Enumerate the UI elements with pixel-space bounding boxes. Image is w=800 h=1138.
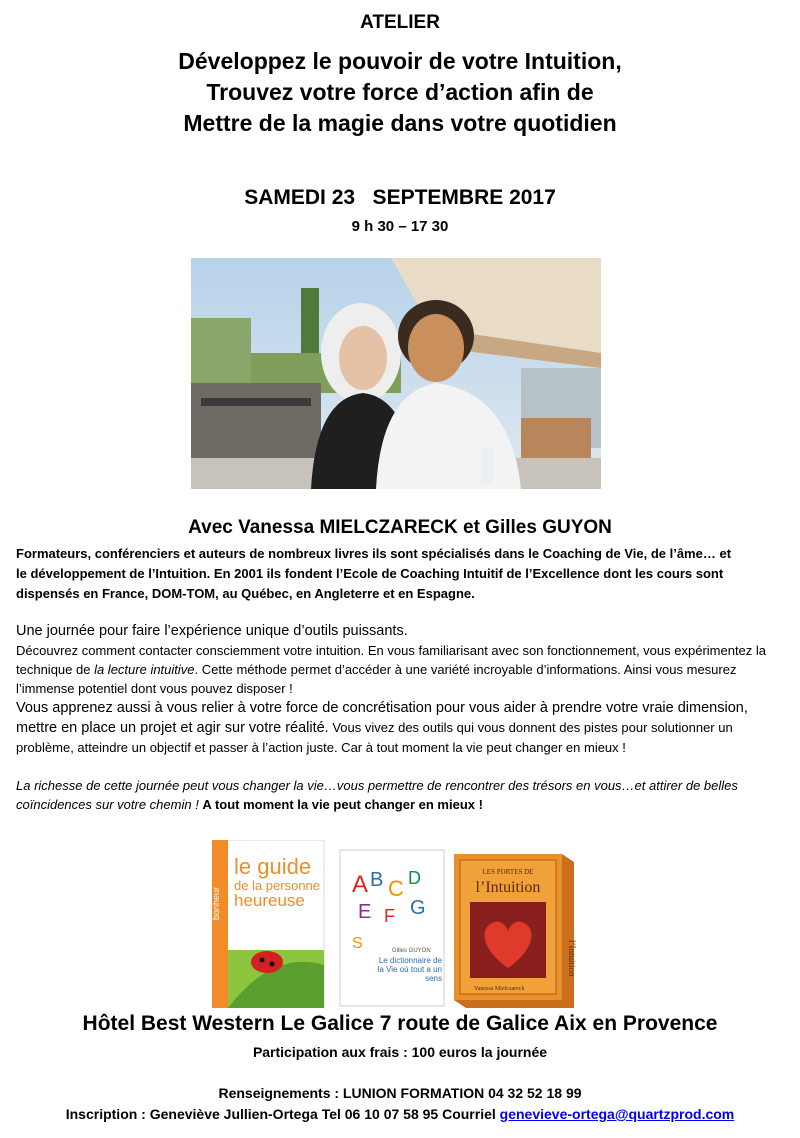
registration-contact	[0, 1106, 800, 1122]
trainers-photo	[191, 258, 601, 489]
paragraph-intuition	[16, 641, 786, 698]
quote-bold: A tout moment la vie peut changer en mieux !	[202, 797, 483, 812]
workshop-description	[16, 622, 786, 814]
svg-text:G: G	[410, 897, 426, 919]
bio-line-2: le développement de l’Intuition. En 2001 ils fondent l’Ecole de Coaching Intuitif de l’Excellence dont les cours sont	[16, 566, 724, 581]
book-portes-de-l-intuition	[454, 854, 577, 1008]
book2-author: Gilles GUYON	[392, 948, 431, 954]
participation-fee: Participation aux frais : 100 euros la journée	[252, 1044, 548, 1060]
svg-text:E: E	[358, 901, 372, 923]
book3-title-line1: LES PORTES DE	[482, 868, 534, 876]
quote-italic: La richesse de cette journée peut vous changer la vie…vous permettre de rencontrer des trésors en vous…et attirer de belles coïncidences sur votre chemin !	[16, 778, 738, 812]
book1-title-line1: le guide	[234, 854, 312, 879]
information-contact: Renseignements : LUNION FORMATION 04 32 52 18 99	[218, 1085, 582, 1101]
email-link[interactable]: genevieve-ortega@quartzprod.com	[499, 1106, 735, 1122]
registration-text: Inscription : Geneviève Jullien-Ortega Tel 06 10 07 58 95 Courriel	[65, 1106, 500, 1122]
svg-text:C: C	[388, 876, 404, 901]
quote-paragraph	[16, 776, 786, 814]
bio-line-3: dispensés en France, DOM-TOM, au Québec, en Angleterre et en Espagne.	[16, 586, 475, 601]
svg-text:S: S	[352, 935, 363, 952]
trainers-bio	[16, 544, 786, 604]
book3-author: Vanessa Mielczareck	[474, 986, 525, 992]
p2-text-b: Vous vivez des outils qui vous donnent des pistes pour solutionner un problème, atteindre un objectif et passer à l’action juste. Car à tout moment la vie peut changer en mieux !	[16, 720, 733, 755]
book1-title-line2: de la personne	[234, 878, 321, 893]
book3-title-line2: l’Intuition	[475, 879, 541, 896]
p1-text-a: Découvrez comment contacter consciemment votre intuition. En vous familiarisant avec son fonctionnement, vous expérimentez la technique de	[16, 643, 767, 677]
bio-line-1: Formateurs, conférenciers et auteurs de nombreux livres ils sont spécialisés dans le Coaching de Vie, de l’âme… et	[16, 546, 732, 561]
svg-text:F: F	[384, 906, 395, 926]
svg-text:A: A	[352, 871, 369, 898]
svg-text:B: B	[370, 869, 384, 891]
book-guide-personne-heureuse	[212, 840, 324, 1008]
event-date: SAMEDI 23 SEPTEMBRE 2017	[244, 186, 556, 209]
p1-text-b: . Cette méthode permet d’accéder à une variété incroyable d’informations. Ainsi vous mesurez l’immense potentiel dont vous pouvez disposer !	[16, 662, 737, 696]
venue-address: Hôtel Best Western Le Galice 7 route de Galice Aix en Provence	[82, 1012, 718, 1035]
workshop-label: ATELIER	[360, 12, 440, 33]
event-hours: 9 h 30 – 17 30	[351, 218, 449, 235]
workshop-title	[0, 46, 800, 139]
book1-title-line3: heureuse	[234, 891, 305, 910]
p1-emphasis: la lecture intuitive	[94, 662, 195, 677]
title-line-1: Développez le pouvoir de votre Intuition,	[178, 48, 622, 74]
book-covers	[212, 840, 582, 1008]
book2-title: Le dictionnaire de la Vie où tout a un sens	[377, 956, 442, 983]
svg-text:l’Intuition: l’Intuition	[567, 940, 577, 977]
paragraph-concretisation	[16, 698, 786, 757]
intro-paragraph: Une journée pour faire l’expérience unique d’outils puissants.	[16, 623, 408, 639]
svg-text:D: D	[408, 868, 421, 888]
title-line-3: Mettre de la magie dans votre quotidien	[183, 110, 617, 136]
p2-text-a: Vous apprenez aussi à vous relier à votre force de concrétisation pour vous aider à prendre votre vraie dimension, mettre en place un projet et agir sur votre réalité.	[16, 700, 748, 736]
book1-side-label: bonheur	[212, 886, 221, 920]
book-dictionnaire-de-la-vie	[340, 850, 444, 1006]
trainers-heading: Avec Vanessa MIELCZARECK et Gilles GUYON	[188, 517, 612, 538]
title-line-2: Trouvez votre force d’action afin de	[206, 79, 594, 105]
